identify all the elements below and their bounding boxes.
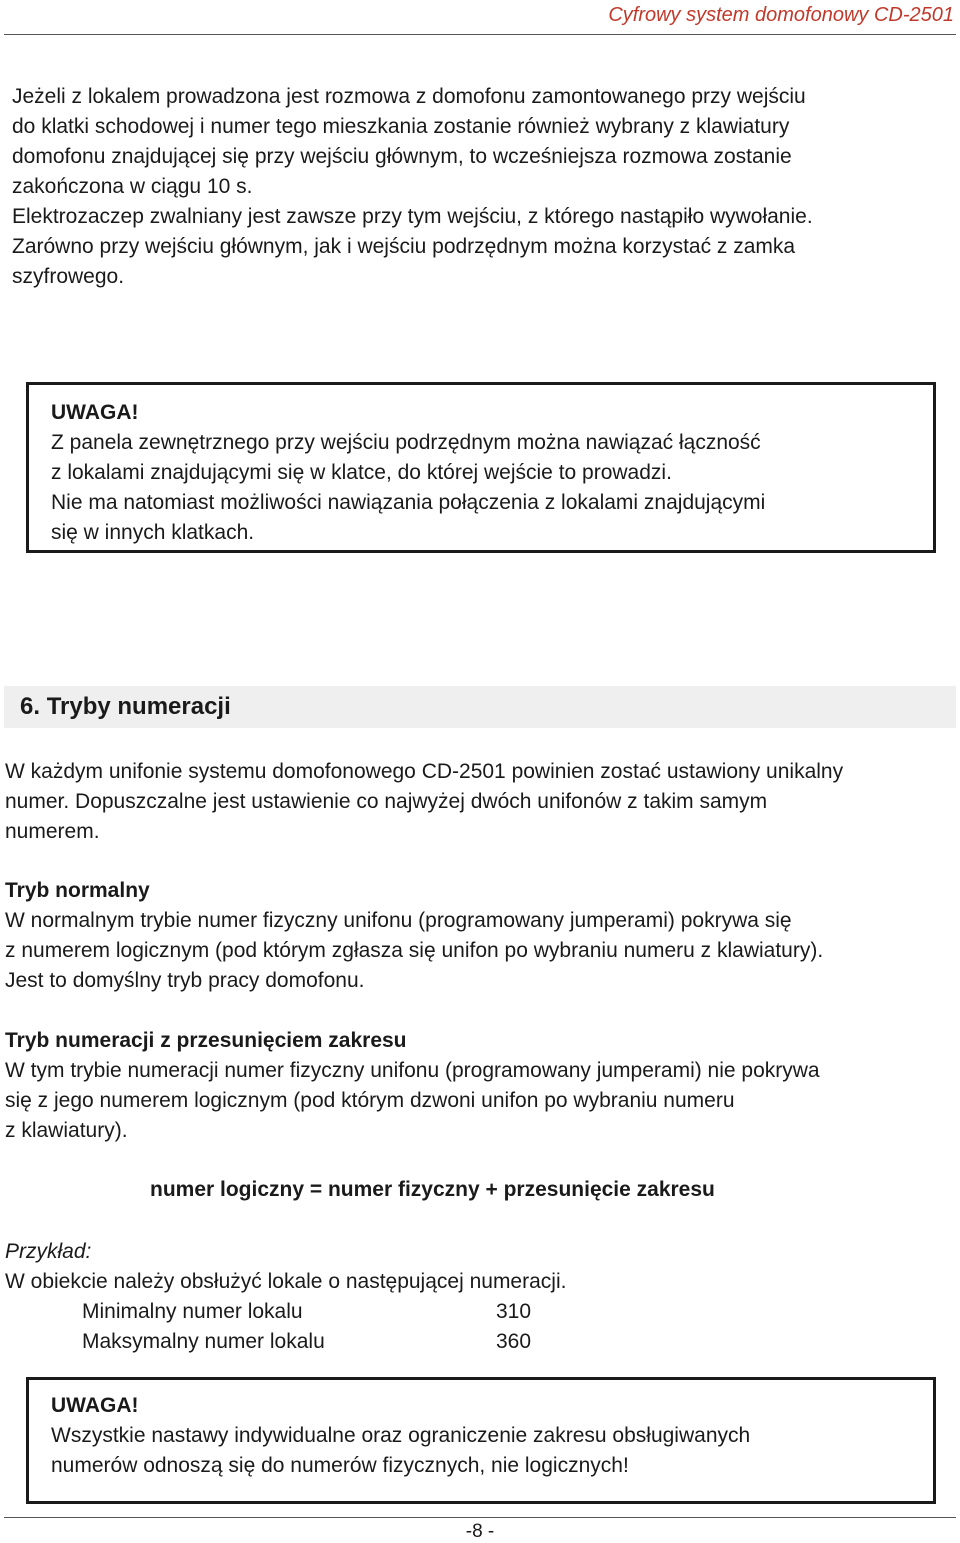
example-label: Przykład: <box>5 1240 92 1263</box>
section-intro-paragraph <box>5 757 843 847</box>
section-intro-line: W każdym unifonie systemu domofonowego CD-2501 powinien zostać ustawiony unikalny <box>5 760 844 783</box>
warning-box-1 <box>26 382 936 553</box>
warning-title: UWAGA! <box>51 1394 139 1417</box>
section-intro-line: numer. Dopuszczalne jest ustawienie co najwyżej dwóch unifonów z takim samym <box>5 790 768 813</box>
intro-line: szyfrowego. <box>12 265 125 288</box>
section-heading <box>20 690 231 724</box>
offset-mode-section <box>5 1026 820 1146</box>
normal-mode-section <box>5 876 823 996</box>
offset-formula: numer logiczny = numer fizyczny + przesunięcie zakresu <box>150 1178 715 1201</box>
intro-line: domofonu znajdującej się przy wejściu głównym, to wcześniejsza rozmowa zostanie <box>12 145 792 168</box>
intro-paragraph <box>12 82 813 292</box>
warning-line: Wszystkie nastawy indywidualne oraz ograniczenie zakresu obsługiwanych <box>51 1424 751 1447</box>
section-title: Tryby numeracji <box>46 693 231 720</box>
example-row <box>82 1327 325 1357</box>
example-row-label: Maksymalny numer lokalu <box>82 1330 325 1353</box>
warning-line: się w innych klatkach. <box>51 521 255 544</box>
offset-mode-heading: Tryb numeracji z przesunięciem zakresu <box>5 1029 407 1052</box>
intro-line: zakończona w ciągu 10 s. <box>12 175 253 198</box>
warning-line: z lokalami znajdującymi się w klatce, do której wejście to prowadzi. <box>51 461 672 484</box>
normal-mode-heading: Tryb normalny <box>5 879 150 902</box>
page-number: -8 - <box>465 1521 495 1542</box>
normal-mode-line: W normalnym trybie numer fizyczny unifonu (programowany jumperami) pokrywa się <box>5 909 792 932</box>
header-divider <box>4 34 956 35</box>
offset-mode-line: W tym trybie numeracji numer fizyczny unifonu (programowany jumperami) nie pokrywa <box>5 1059 820 1082</box>
section-intro-line: numerem. <box>5 820 100 843</box>
example-intro: W obiekcie należy obsłużyć lokale o następującej numeracji. <box>5 1270 567 1293</box>
warning-title: UWAGA! <box>51 401 139 424</box>
warning-line: numerów odnoszą się do numerów fizycznych, nie logicznych! <box>51 1454 629 1477</box>
offset-mode-line: z klawiatury). <box>5 1119 128 1142</box>
document-header-title: Cyfrowy system domofonowy CD-2501 <box>608 4 954 26</box>
normal-mode-line: Jest to domyślny tryb pracy domofonu. <box>5 969 365 992</box>
example-row-value: 310 <box>496 1300 532 1323</box>
normal-mode-line: z numerem logicznym (pod którym zgłasza się unifon po wybraniu numeru z klawiatury). <box>5 939 824 962</box>
example-row-label: Minimalny numer lokalu <box>82 1300 303 1323</box>
intro-line: Jeżeli z lokalem prowadzona jest rozmowa z domofonu zamontowanego przy wejściu <box>12 85 806 108</box>
intro-line: Elektrozaczep zwalniany jest zawsze przy tym wejściu, z którego nastąpiło wywołanie. <box>12 205 813 228</box>
warning-line: Nie ma natomiast możliwości nawiązania połączenia z lokalami znajdującymi <box>51 491 766 514</box>
intro-line: Zarówno przy wejściu głównym, jak i wejściu podrzędnym można korzystać z zamka <box>12 235 796 258</box>
offset-mode-line: się z jego numerem logicznym (pod którym dzwoni unifon po wybraniu numeru <box>5 1089 735 1112</box>
intro-line: do klatki schodowej i numer tego mieszkania zostanie również wybrany z klawiatury <box>12 115 790 138</box>
example-row-value: 360 <box>496 1330 532 1353</box>
warning-line: Z panela zewnętrznego przy wejściu podrzędnym można nawiązać łączność <box>51 431 761 454</box>
footer-divider <box>4 1517 956 1518</box>
section-number: 6. <box>20 693 41 720</box>
example-row <box>82 1297 303 1327</box>
warning-box-2 <box>26 1377 936 1504</box>
